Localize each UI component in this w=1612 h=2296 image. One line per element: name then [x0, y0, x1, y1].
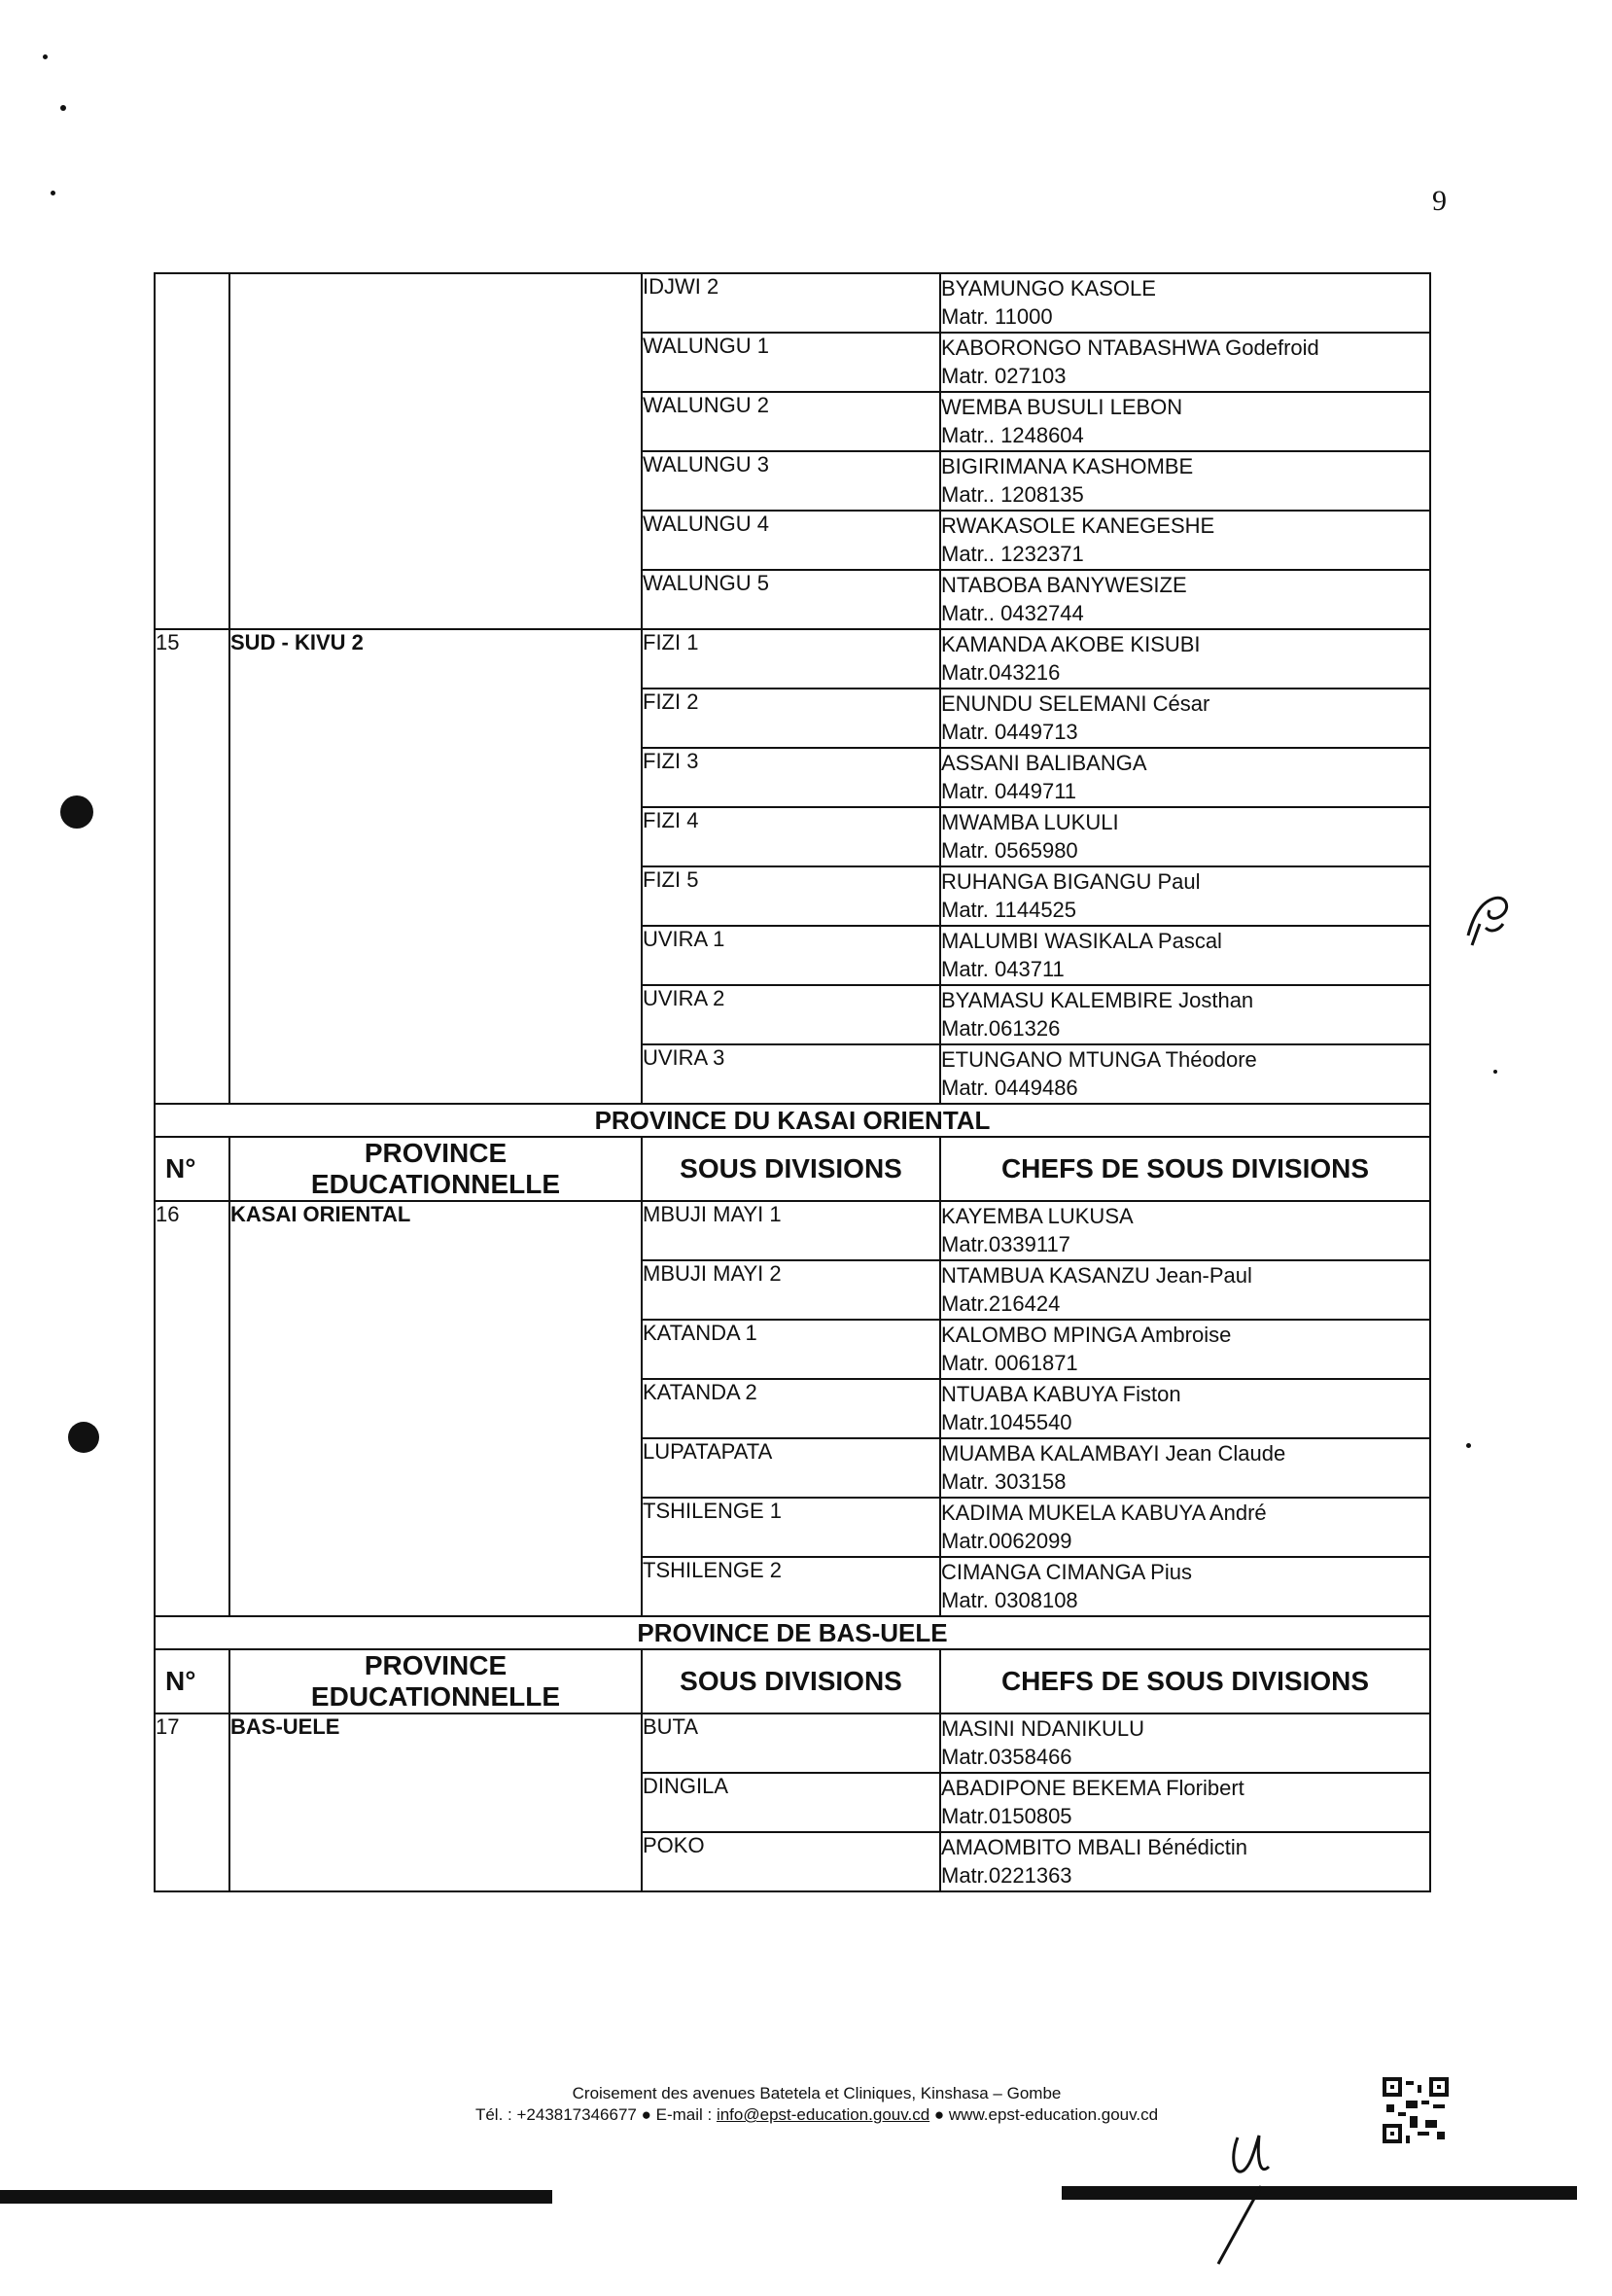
sous-division-name: FIZI 2	[642, 689, 940, 748]
chef-matricule: Matr.. 1248604	[941, 423, 1084, 447]
chef-matricule: Matr. 0449713	[941, 720, 1078, 744]
header-no: N°	[155, 1649, 229, 1713]
chef-cell	[940, 807, 1430, 866]
sous-division-name: MBUJI MAYI 2	[642, 1260, 940, 1320]
letterhead-footer	[408, 2083, 1225, 2126]
header-province: PROVINCE EDUCATIONNELLE	[229, 1649, 642, 1713]
chef-cell	[940, 1320, 1430, 1379]
header-sous-divisions: SOUS DIVISIONS	[642, 1137, 940, 1201]
sous-division-name: UVIRA 2	[642, 985, 940, 1044]
chef-cell	[940, 1713, 1430, 1773]
chef-name: AMAOMBITO MBALI Bénédictin	[941, 1835, 1248, 1859]
scan-speck	[1466, 1443, 1471, 1448]
header-province: PROVINCE EDUCATIONNELLE	[229, 1137, 642, 1201]
chef-name: ENUNDU SELEMANI César	[941, 691, 1210, 716]
sous-division-name: DINGILA	[642, 1773, 940, 1832]
table-row	[155, 1713, 1430, 1773]
chef-name: KAYEMBA LUKUSA	[941, 1204, 1134, 1228]
chef-matricule: Matr.0339117	[941, 1232, 1070, 1256]
chef-matricule: Matr.0358466	[941, 1745, 1072, 1769]
qr-code-icon	[1383, 2077, 1449, 2143]
page-number: 9	[1432, 185, 1447, 217]
chef-matricule: Matr. 043711	[941, 957, 1065, 981]
province-number: 15	[155, 629, 229, 1104]
scan-dot	[60, 795, 93, 829]
chef-cell	[940, 1438, 1430, 1498]
sous-division-name: IDJWI 2	[642, 273, 940, 333]
chef-matricule: Matr. 303158	[941, 1469, 1067, 1494]
chef-matricule: Matr.. 1232371	[941, 542, 1084, 566]
sous-division-name: FIZI 1	[642, 629, 940, 689]
chef-name: MALUMBI WASIKALA Pascal	[941, 929, 1222, 953]
chef-cell	[940, 1832, 1430, 1891]
chef-cell	[940, 451, 1430, 511]
chef-name: KADIMA MUKELA KABUYA André	[941, 1501, 1267, 1525]
sous-division-name: WALUNGU 3	[642, 451, 940, 511]
chef-cell	[940, 1201, 1430, 1260]
chef-cell	[940, 1044, 1430, 1104]
sous-division-name: MBUJI MAYI 1	[642, 1201, 940, 1260]
chef-name: BIGIRIMANA KASHOMBE	[941, 454, 1194, 478]
chef-name: NTAMBUA KASANZU Jean-Paul	[941, 1263, 1252, 1288]
sous-division-name: POKO	[642, 1832, 940, 1891]
sous-division-name: LUPATAPATA	[642, 1438, 940, 1498]
table-header-row	[155, 1649, 1430, 1713]
footer-tel: Tél. : +243817346677	[474, 2105, 637, 2124]
chef-name: ETUNGANO MTUNGA Théodore	[941, 1047, 1257, 1072]
chef-name: KABORONGO NTABASHWA Godefroid	[941, 336, 1319, 360]
table-row	[155, 273, 1430, 333]
chef-name: MWAMBA LUKULI	[941, 810, 1119, 834]
chef-matricule: Matr.216424	[941, 1291, 1061, 1316]
province-name: SUD - KIVU 2	[229, 629, 642, 1104]
chef-matricule: Matr. 11000	[941, 304, 1053, 329]
sous-division-name: KATANDA 1	[642, 1320, 940, 1379]
chef-matricule: Matr.061326	[941, 1016, 1061, 1041]
chef-cell	[940, 1260, 1430, 1320]
chef-matricule: Matr.0221363	[941, 1863, 1072, 1888]
chef-name: BYAMASU KALEMBIRE Josthan	[941, 988, 1254, 1012]
chef-cell	[940, 1773, 1430, 1832]
chef-matricule: Matr.. 1208135	[941, 482, 1084, 507]
scan-speck	[1493, 1070, 1497, 1074]
chef-matricule: Matr. 027103	[941, 364, 1067, 388]
chef-cell	[940, 1379, 1430, 1438]
handwritten-signature-icon	[1201, 2118, 1298, 2274]
footer-email-label: E-mail :	[655, 2105, 717, 2124]
chef-matricule: Matr. 0449711	[941, 779, 1077, 803]
chef-matricule: Matr. 0308108	[941, 1588, 1078, 1612]
header-chefs: CHEFS DE SOUS DIVISIONS	[940, 1649, 1430, 1713]
province-name: KASAI ORIENTAL	[229, 1201, 642, 1616]
chef-cell	[940, 392, 1430, 451]
sous-division-name: TSHILENGE 1	[642, 1498, 940, 1557]
chef-matricule: Matr. 0565980	[941, 838, 1078, 863]
chef-cell	[940, 511, 1430, 570]
province-name	[229, 273, 642, 629]
chef-matricule: Matr. 0449486	[941, 1076, 1078, 1100]
chef-name: ASSANI BALIBANGA	[941, 751, 1147, 775]
chef-name: CIMANGA CIMANGA Pius	[941, 1560, 1192, 1584]
sous-division-name: KATANDA 2	[642, 1379, 940, 1438]
sous-division-name: FIZI 4	[642, 807, 940, 866]
province-banner-row	[155, 1616, 1430, 1649]
chef-matricule: Matr.1045540	[941, 1410, 1072, 1434]
sous-division-name: FIZI 3	[642, 748, 940, 807]
chef-cell	[940, 333, 1430, 392]
footer-rule-left	[0, 2190, 552, 2204]
chef-matricule: Matr. 0061871	[941, 1351, 1078, 1375]
chef-name: BYAMUNGO KASOLE	[941, 276, 1156, 300]
province-name: BAS-UELE	[229, 1713, 642, 1891]
province-banner-row	[155, 1104, 1430, 1137]
chef-cell	[940, 570, 1430, 629]
sous-divisions-table	[154, 272, 1431, 1892]
chef-name: KALOMBO MPINGA Ambroise	[941, 1323, 1232, 1347]
bullet-separator-icon: ●	[641, 2105, 656, 2124]
chef-matricule: Matr.0062099	[941, 1529, 1072, 1553]
table-row	[155, 1201, 1430, 1260]
table-row	[155, 629, 1430, 689]
chef-cell	[940, 926, 1430, 985]
footer-email-link[interactable]: info@epst-education.gouv.cd	[716, 2105, 930, 2124]
chef-name: NTUABA KABUYA Fiston	[941, 1382, 1181, 1406]
sous-division-name: WALUNGU 4	[642, 511, 940, 570]
chef-name: MUAMBA KALAMBAYI Jean Claude	[941, 1441, 1286, 1466]
sous-division-name: WALUNGU 5	[642, 570, 940, 629]
scan-speck	[60, 105, 66, 111]
chef-cell	[940, 866, 1430, 926]
footer-website-link[interactable]: www.epst-education.gouv.cd	[948, 2105, 1159, 2124]
chef-matricule: Matr.. 0432744	[941, 601, 1084, 625]
scan-dot	[68, 1422, 99, 1453]
chef-name: NTABOBA BANYWESIZE	[941, 573, 1187, 597]
scan-speck	[51, 191, 55, 195]
header-no: N°	[155, 1137, 229, 1201]
chef-cell	[940, 748, 1430, 807]
chef-matricule: Matr. 1144525	[941, 898, 1077, 922]
footer-rule-right	[1062, 2186, 1577, 2200]
chef-name: KAMANDA AKOBE KISUBI	[941, 632, 1201, 656]
bullet-separator-icon: ●	[933, 2105, 949, 2124]
province-number	[155, 273, 229, 629]
province-banner: PROVINCE DU KASAI ORIENTAL	[155, 1104, 1430, 1137]
chef-name: WEMBA BUSULI LEBON	[941, 395, 1183, 419]
province-number: 17	[155, 1713, 229, 1891]
sous-division-name: FIZI 5	[642, 866, 940, 926]
sous-division-name: WALUNGU 1	[642, 333, 940, 392]
footer-address: Croisement des avenues Batetela et Cliniques, Kinshasa – Gombe	[572, 2084, 1062, 2102]
chef-cell	[940, 273, 1430, 333]
chef-cell	[940, 689, 1430, 748]
sous-division-name: UVIRA 1	[642, 926, 940, 985]
chef-name: RWAKASOLE KANEGESHE	[941, 513, 1215, 538]
province-banner: PROVINCE DE BAS-UELE	[155, 1616, 1430, 1649]
chef-cell	[940, 629, 1430, 689]
scan-speck	[43, 54, 48, 59]
footer-contact	[408, 2104, 1225, 2126]
chef-name: ABADIPONE BEKEMA Floribert	[941, 1776, 1244, 1800]
sous-division-name: UVIRA 3	[642, 1044, 940, 1104]
chef-name: MASINI NDANIKULU	[941, 1716, 1145, 1741]
chef-cell	[940, 1557, 1430, 1616]
chef-matricule: Matr.0150805	[941, 1804, 1072, 1828]
chef-matricule: Matr.043216	[941, 660, 1061, 685]
handwritten-scribble-icon	[1460, 885, 1517, 953]
sous-division-name: BUTA	[642, 1713, 940, 1773]
chef-cell	[940, 985, 1430, 1044]
table-header-row	[155, 1137, 1430, 1201]
chef-cell	[940, 1498, 1430, 1557]
chef-name: RUHANGA BIGANGU Paul	[941, 869, 1201, 894]
header-sous-divisions: SOUS DIVISIONS	[642, 1649, 940, 1713]
province-number: 16	[155, 1201, 229, 1616]
sous-division-name: WALUNGU 2	[642, 392, 940, 451]
header-chefs: CHEFS DE SOUS DIVISIONS	[940, 1137, 1430, 1201]
sous-division-name: TSHILENGE 2	[642, 1557, 940, 1616]
